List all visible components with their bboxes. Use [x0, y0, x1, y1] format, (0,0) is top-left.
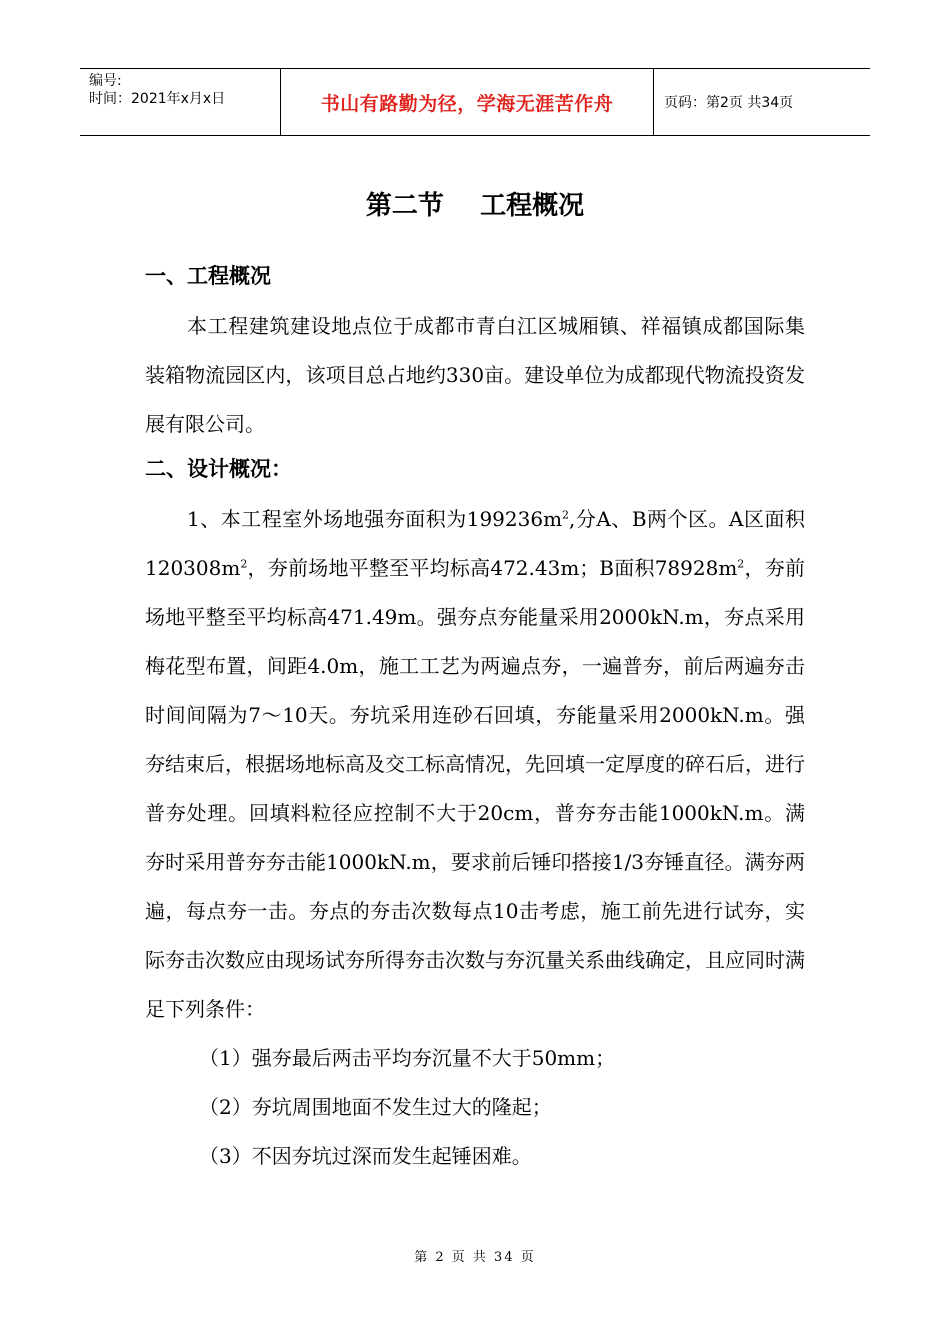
- header-meta: [80, 69, 280, 135]
- page-footer: 第 2 页 共 34 页: [414, 1250, 536, 1265]
- header-motto: 书山有路勤为径，学海无涯苦作舟: [280, 69, 654, 135]
- heading-design-overview: 二、设计概况：: [145, 457, 292, 481]
- design-text-part-2: ,分A、B两个区。A区面积120308m: [145, 507, 805, 580]
- superscript-2: 2: [240, 557, 248, 571]
- page-header: [80, 68, 870, 136]
- header-page-number: 页码：第2页 共34页: [664, 95, 794, 111]
- document-date: 时间：2021年x月x日: [89, 91, 226, 107]
- superscript-2: 2: [737, 557, 745, 571]
- paragraph-project-overview: 本工程建筑建设地点位于成都市青白江区城厢镇、祥福镇成都国际集装箱物流园区内，该项目总占地约330亩。建设单位为成都现代物流投资发展有限公司。: [145, 314, 805, 436]
- design-text-part-1: 1、本工程室外场地强夯面积为199236m: [187, 507, 563, 531]
- condition-item: （3）不因夯坑过深而发生起锤困难。: [199, 1144, 532, 1168]
- design-text-part-4: ，夯前场地平整至平均标高471.49m。强夯点夯能量采用2000kN.m，夯点采用梅花型布置，间距4.0m，施工工艺为两遍点夯，一遍普夯，前后两遍夯击时间间隔为7～10天。夯坑采用连砂石回填，夯能量采用2000kN.m。强夯结束后，根据场地标高及交工标高情况，先回填一定厚度的碎石后，进行普夯处理。回填料粒径应控制不大于20cm，普夯夯击能1000kN.m。满夯时采用普夯夯击能1000kN.m，要求前后锤印搭接1/3夯锤直径。满夯两遍，每点夯一击。夯点的夯击次数每点10击考虑，施工前先进行试夯，实际夯击次数应由现场试夯所得夯击次数与夯沉量关系曲线确定，且应同时满足下列条件：: [145, 556, 805, 1021]
- paragraph-design-overview: [145, 495, 805, 1034]
- heading-project-overview: 一、工程概况: [145, 264, 271, 288]
- section-title: 第二节 工程概况: [365, 191, 585, 221]
- condition-item: （1）强夯最后两击平均夯沉量不大于50mm；: [199, 1046, 616, 1070]
- superscript-2: 2: [562, 508, 570, 522]
- document-body: [145, 258, 805, 1181]
- condition-item: （2）夯坑周围地面不发生过大的隆起；: [199, 1095, 552, 1119]
- document-number-label: 编号:: [89, 73, 122, 89]
- design-text-part-3: ，夯前场地平整至平均标高472.43m；B面积78928m: [247, 556, 738, 580]
